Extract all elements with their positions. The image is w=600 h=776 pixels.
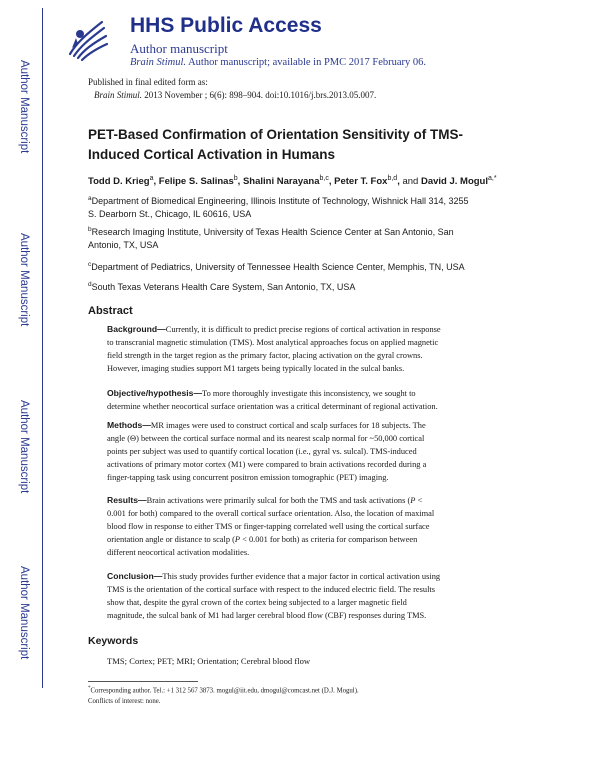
- abstract-line: points per subject was used to quantify cortical location (i.e., gyral vs. sulcal). TMS-induced: [107, 447, 417, 456]
- abstract-line: to transcranial magnetic stimulation (TMS). Most analytical approaches focus on applied magnetic: [107, 338, 439, 347]
- abstract-line: activations of primary motor cortex (M1) were compared to brain activations recorded during a: [107, 460, 427, 469]
- affiliation-line: S. Dearborn St., Chicago, IL 60616, USA: [88, 209, 252, 219]
- author-affil-sup: a: [149, 175, 154, 182]
- methods-label: Methods—: [107, 420, 151, 430]
- abstract-text: < 0.001 for both) as criteria for comparison between: [240, 535, 418, 544]
- authors-and: and: [402, 176, 419, 188]
- affiliation-line: South Texas Veterans Health Care System, San Antonio, TX, USA: [91, 282, 356, 292]
- author-affil-sup: b: [233, 175, 238, 182]
- footnote-sup: *: [88, 686, 91, 691]
- header-title: HHS Public Access: [130, 14, 322, 37]
- side-label-author-manuscript-2: Author Manuscript: [18, 233, 30, 327]
- header-subtitle: Author manuscript: [130, 41, 228, 56]
- abstract-line: blood flow in response to either TMS or finger-tapping correlated well using the cortical surface: [107, 522, 430, 531]
- keywords-text: TMS; Cortex; PET; MRI; Orientation; Cerebral blood flow: [107, 656, 311, 666]
- abstract-line: Currently, it is difficult to predict precise regions of cortical activation in response: [165, 325, 441, 334]
- side-divider-line: [42, 8, 43, 688]
- header-availability: [130, 57, 426, 68]
- abstract-objective: [107, 387, 531, 413]
- abstract-line: finger-tapping task using concurrent positron emission tomographic (PET) imaging.: [107, 473, 389, 482]
- background-label: Background—: [107, 324, 166, 334]
- author-affil-sup: b,c: [319, 175, 329, 182]
- affiliation-sup: c: [88, 261, 92, 268]
- abstract-line: angle (Θ) between the cortical surface normal and its nearest scalp normal for ~50,000 cortical: [107, 434, 425, 443]
- abstract-line: To more thoroughly investigate this inconsistency, we sought to: [202, 389, 416, 398]
- affiliation-line: Antonio, TX, USA: [88, 240, 159, 250]
- author-name: Felipe S. Salinas: [158, 176, 234, 188]
- hhs-eagle-logo-icon: [62, 14, 112, 64]
- abstract-methods: [107, 419, 531, 484]
- affiliation-line: Department of Pediatrics, University of Tennessee Health Science Center, Memphis, TN, USA: [91, 262, 465, 272]
- keywords-heading: Keywords: [88, 635, 139, 647]
- author-affil-sup: a,*: [488, 175, 497, 182]
- affiliation-a: [88, 192, 528, 221]
- header-availability-text: Author manuscript; available in PMC 2017 February 06.: [188, 57, 427, 68]
- abstract-text: orientation angle or distance to scalp (: [107, 535, 235, 544]
- objective-label: Objective/hypothesis—: [107, 388, 203, 398]
- footnote-divider: [88, 681, 198, 682]
- author-affil-sup: b,d: [387, 175, 398, 182]
- abstract-results: [107, 494, 531, 559]
- affiliation-line: Department of Biomedical Engineering, Illinois Institute of Technology, Wishnick Hall 314, 3255: [91, 196, 469, 206]
- footnote-conflicts: Conflicts of interest: none.: [88, 698, 161, 705]
- abstract-conclusion: [107, 570, 531, 622]
- abstract-line: show that, despite the gyral crown of the cortex being subjected to a larger magnetic field: [107, 598, 407, 607]
- conclusion-label: Conclusion—: [107, 571, 163, 581]
- publication-citation: [88, 89, 376, 102]
- affiliation-sup: a: [88, 195, 92, 202]
- p-symbol: P: [410, 496, 416, 505]
- abstract-line: However, imaging studies support M1 targets being typically located in the sulcal banks.: [107, 364, 405, 373]
- abstract-text: <: [415, 496, 423, 505]
- abstract-background: [107, 323, 531, 375]
- publication-citation-text: 2013 November ; 6(6): 898–904. doi:10.1016/j.brs.2013.05.007.: [144, 90, 377, 100]
- side-label-author-manuscript-1: Author Manuscript: [18, 60, 30, 154]
- side-label-author-manuscript-4: Author Manuscript: [18, 566, 30, 660]
- affiliation-sup: d: [88, 281, 92, 288]
- author-name: Todd D. Krieg: [88, 176, 150, 188]
- affiliation-d: [88, 278, 528, 294]
- publication-label: Published in final edited form as:: [88, 77, 208, 87]
- abstract-line: determine whether neocortical surface orientation was a critical determinant of regional activation.: [107, 402, 438, 411]
- author-name: Shalini Narayana: [242, 176, 320, 188]
- publication-journal: Brain Stimul.: [94, 90, 143, 100]
- header-journal: Brain Stimul.: [130, 57, 187, 68]
- abstract-line: MR images were used to construct cortical and scalp surfaces for 18 subjects. The: [150, 421, 426, 430]
- author-name: David J. Mogul: [420, 176, 489, 188]
- affiliation-b: [88, 223, 528, 252]
- article-title: [88, 125, 508, 165]
- abstract-text: Brain activations were primarily sulcal for both the TMS and task activations (: [146, 496, 411, 505]
- abstract-line: This study provides further evidence that a major factor in cortical activation using: [162, 572, 441, 581]
- article-title-line-2: Induced Cortical Activation in Humans: [88, 147, 336, 162]
- abstract-line: magnitude, the sulcal bank of M1 had larger cerebral blood flow (CBF) responses during TMS.: [107, 611, 427, 620]
- abstract-heading: Abstract: [88, 305, 133, 317]
- affiliation-c: [88, 258, 528, 274]
- footnote-corresponding: [88, 686, 359, 694]
- footnote-corresponding-text: Corresponding author. Tel.: +1 312 567 3873. mogul@iit.edu, dmogul@comcast.net (D.J. Mogul).: [90, 687, 359, 695]
- affiliation-sup: b: [88, 226, 92, 233]
- p-symbol: P: [234, 535, 241, 544]
- publication-info: [88, 76, 376, 102]
- side-label-author-manuscript-3: Author Manuscript: [18, 400, 30, 494]
- results-label: Results—: [107, 495, 147, 505]
- abstract-line: TMS is the orientation of the cortical surface with respect to the induced electric field. The results: [107, 585, 435, 594]
- abstract-line: field strength in the target region as the primary factor, placing activation on the gyral crowns.: [107, 351, 423, 360]
- abstract-line: 0.001 for both) compared to the overall cortical surface orientation. Also, the location of maximal: [107, 509, 435, 518]
- abstract-line: different neocortical activation modalities.: [107, 548, 250, 557]
- article-title-line-1: PET-Based Confirmation of Orientation Sensitivity of TMS-: [88, 127, 464, 142]
- affiliation-line: Research Imaging Institute, University of Texas Health Science Center at San Antonio, San: [91, 227, 454, 237]
- author-list: Todd D. Krieg$^a$, Felipe S. Salinas$^b$, Shalini Narayana$^{b,c}$, Peter T. Fox$^{b,d}$, and David J. Mogul$^{a,*}$: [88, 175, 497, 188]
- author-name: Peter T. Fox: [334, 176, 388, 188]
